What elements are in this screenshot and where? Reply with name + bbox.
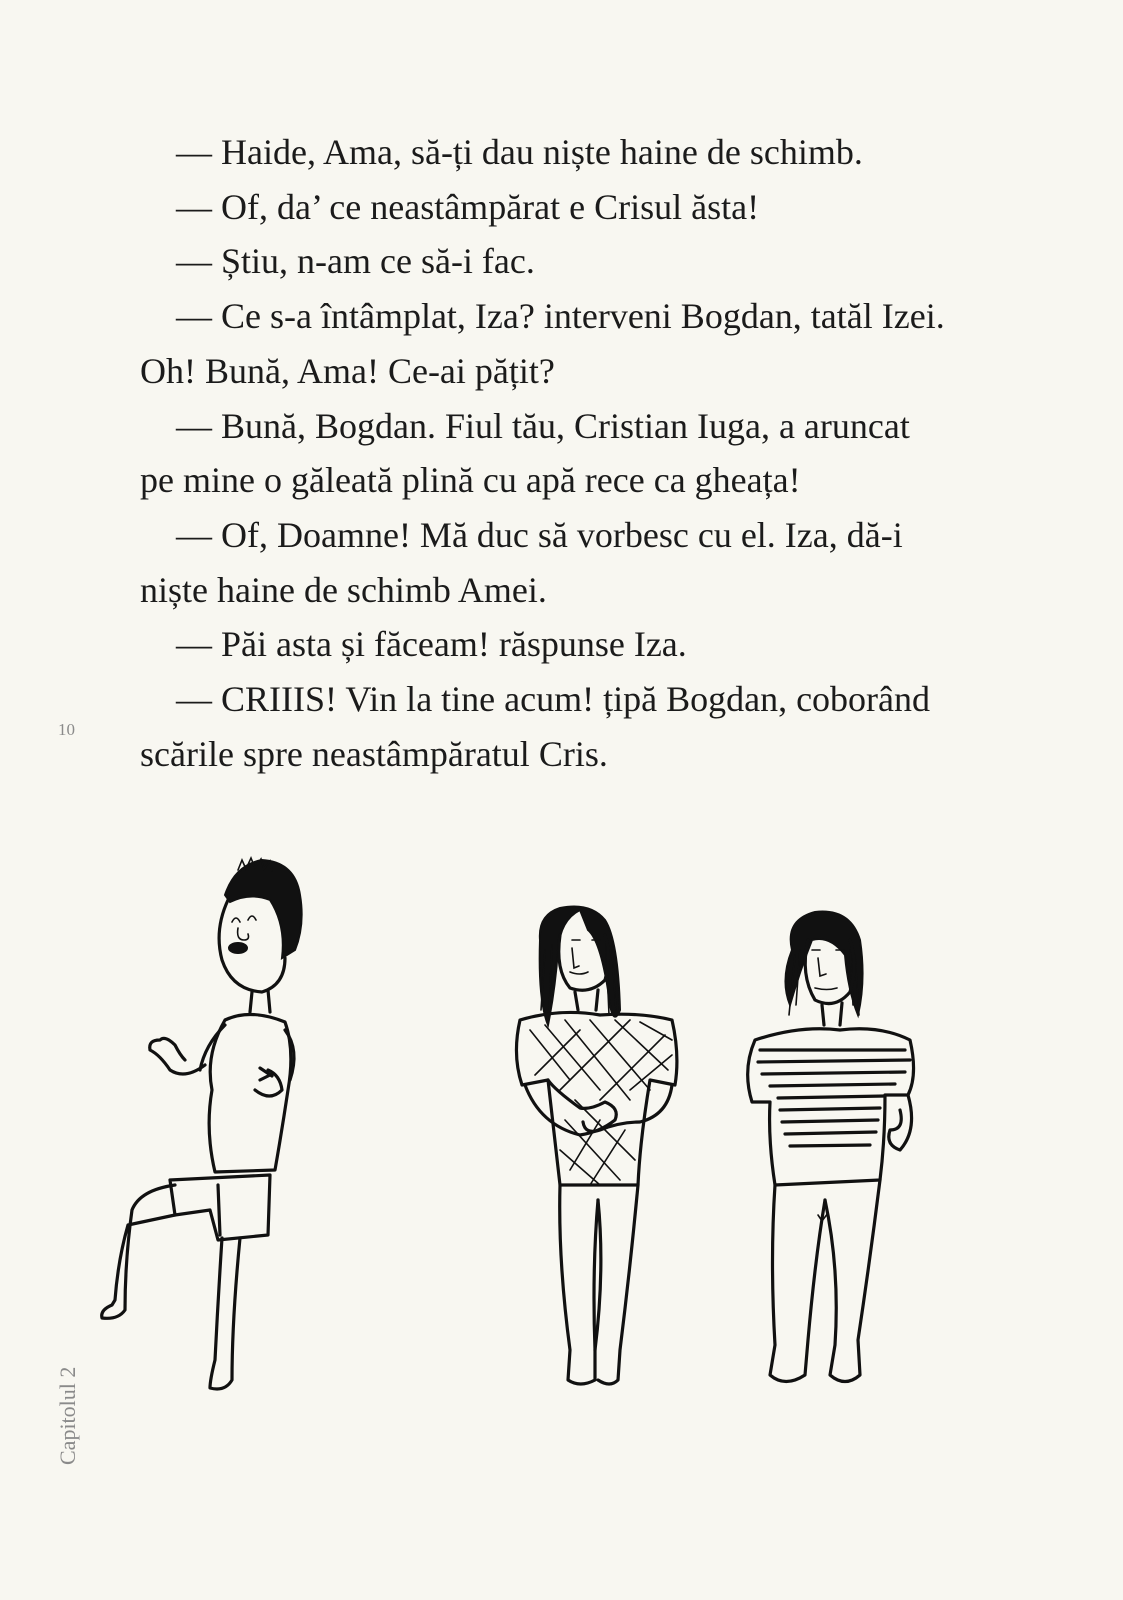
text-line: niște haine de schimb Amei.: [140, 569, 547, 610]
girl-figure-left: [516, 907, 676, 1385]
body-text: [140, 125, 990, 781]
girl-figure-right: [748, 912, 914, 1382]
text-line: — Of, da’ ce neastâmpărat e Crisul ăsta!: [176, 186, 760, 227]
three-figures-drawing: [0, 840, 1123, 1440]
text-line: — Ce s-a întâmplat, Iza? interveni Bogdan, tatăl Izei.: [176, 296, 945, 337]
text-line: — Bună, Bogdan. Fiul tău, Cristian Iuga, a aruncat: [176, 405, 910, 446]
text-line: — Haide, Ama, să-ți dau niște haine de schimb.: [176, 132, 863, 172]
boy-figure: [102, 858, 302, 1389]
chapter-label: Capitolul 2: [55, 1366, 80, 1465]
page-number: 10: [58, 720, 75, 739]
text-line: — CRIIIS! Vin la tine acum! țipă Bogdan, coborând: [176, 679, 931, 720]
text-line: scările spre neastâmpăratul Cris.: [140, 733, 608, 774]
text-line: — Știu, n-am ce să-i fac.: [176, 241, 535, 282]
illustration-svg: [0, 840, 1123, 1440]
text-line: Oh! Bună, Ama! Ce-ai pățit?: [140, 350, 555, 391]
text-line: — Păi asta și făceam! răspunse Iza.: [176, 624, 687, 665]
text-line: pe mine o găleată plină cu apă rece ca gheața!: [140, 460, 801, 501]
text-line: — Of, Doamne! Mă duc să vorbesc cu el. Iza, dă-i: [176, 514, 903, 555]
